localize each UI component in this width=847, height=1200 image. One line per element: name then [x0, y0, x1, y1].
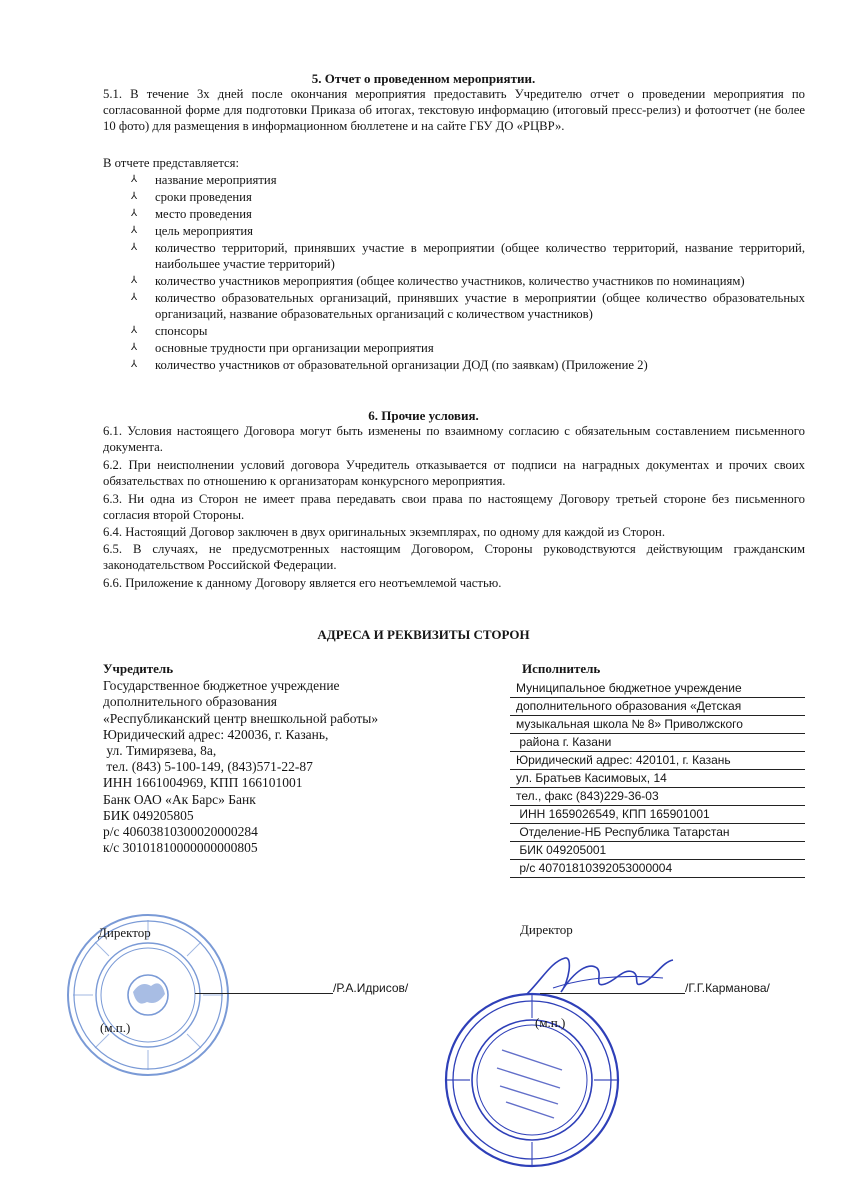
executor-details	[510, 661, 805, 878]
arrow-bullet-icon: ⅄	[131, 274, 138, 286]
section-5-paragraph-1: 5.1. В течение 3х дней после окончания мероприятия предоставить Учредителю отчет о проведении мероприятия по согласованной форме для подготовки Приказа об итогах, текстовую информацию (итоговый пресс-релиз) и фотоотчет (не более 10 фото) для размещения в информационном бюллетене и на сайте ГБУ ДО «РЦВР».	[103, 87, 805, 133]
founder-line: р/с 40603810300020000284	[103, 824, 258, 840]
section-6-heading: 6. Прочие условия.	[368, 408, 479, 423]
arrow-bullet-icon: ⅄	[131, 191, 138, 203]
founder-line: дополнительного образования	[103, 694, 277, 710]
list-item: ⅄ место проведения	[131, 207, 252, 222]
arrow-bullet-icon: ⅄	[131, 225, 138, 237]
section-6-paragraph-6: 6.6. Приложение к данному Договору является его неотъемлемой частью.	[103, 576, 502, 590]
section-6-paragraph-5: 6.5. В случаях, не предусмотренных настоящим Договором, Стороны руководствуются действующим гражданским законодательством Российской Федерации.	[103, 542, 805, 572]
executor-line: района г. Казани	[510, 734, 805, 752]
founder-line: тел. (843) 5-100-149, (843)571-22-87	[103, 759, 313, 775]
executor-handwritten-signature-icon	[513, 948, 693, 1008]
list-item: ⅄ сроки проведения	[131, 190, 252, 205]
executor-line: Юридический адрес: 420101, г. Казань	[510, 752, 805, 770]
section-5-heading: 5. Отчет о проведенном мероприятии.	[311, 71, 536, 86]
executor-director-label: Директор	[520, 922, 573, 937]
executor-line: ул. Братьев Касимовых, 14	[510, 770, 805, 788]
section-6-paragraph-3: 6.3. Ни одна из Сторон не имеет права передавать свои права по настоящему Договору третьей стороне без письменного согласия второй Стороны.	[103, 492, 805, 522]
founder-director-label: Директор	[98, 925, 151, 940]
section-6-paragraph-4: 6.4. Настоящий Договор заключен в двух оригинальных экземплярах, по одному для каждой из Сторон.	[103, 525, 666, 539]
founder-signature-line	[195, 993, 333, 994]
executor-line: дополнительного образования «Детская	[510, 698, 805, 716]
list-item: ⅄ количество участников мероприятия (общее количество участников, количество участников по номинациям)	[131, 273, 745, 288]
founder-line: ИНН 1661004969, КПП 166101001	[103, 775, 303, 791]
executor-line: ИНН 1659026549, КПП 165901001	[510, 806, 805, 824]
founder-title: Учредитель	[103, 661, 174, 676]
list-item: ⅄ количество участников от образовательной организации ДОД (по заявкам) (Приложение 2)	[131, 357, 648, 372]
list-item: ⅄ спонсоры	[131, 323, 208, 338]
founder-details	[103, 661, 378, 856]
arrow-bullet-icon: ⅄	[131, 208, 138, 220]
founder-stamp-mark: (м.п.)	[100, 1020, 131, 1035]
section-5-intro: В отчете представляется:	[103, 156, 240, 170]
report-items-list	[131, 173, 805, 375]
executor-line: Отделение-НБ Республика Татарстан	[510, 824, 805, 842]
arrow-bullet-icon: ⅄	[131, 341, 138, 353]
addresses-heading: АДРЕСА И РЕКВИЗИТЫ СТОРОН	[317, 627, 530, 642]
executor-line: Муниципальное бюджетное учреждение	[510, 680, 805, 698]
founder-line: Банк ОАО «Ак Барс» Банк	[103, 791, 256, 807]
executor-stamp-mark: (м.п.)	[535, 1015, 566, 1030]
list-item: ⅄ количество территорий, принявших участие в мероприятии (общее количество территорий, название территорий, наибольшее участие территорий)	[131, 241, 805, 271]
founder-line: «Республиканский центр внешкольной работы»	[103, 710, 379, 726]
list-item: ⅄ цель мероприятия	[131, 224, 253, 239]
executor-title: Исполнитель	[522, 661, 601, 676]
arrow-bullet-icon: ⅄	[131, 174, 138, 185]
founder-line: к/с 30101810000000000805	[103, 840, 258, 856]
executor-line: р/с 40701810392053000004	[510, 860, 805, 878]
executor-stamp-icon	[442, 990, 622, 1170]
arrow-bullet-icon: ⅄	[131, 324, 138, 336]
list-item: ⅄ название мероприятия	[131, 173, 277, 187]
executor-line: БИК 049205001	[510, 842, 805, 860]
arrow-bullet-icon: ⅄	[131, 358, 138, 370]
founder-line: БИК 049205805	[103, 807, 194, 823]
executor-director-name: /Г.Г.Карманова/	[685, 981, 770, 995]
list-item: ⅄ основные трудности при организации мероприятия	[131, 340, 434, 355]
founder-director-name: /Р.А.Идрисов/	[333, 981, 409, 995]
arrow-bullet-icon: ⅄	[131, 242, 138, 254]
arrow-bullet-icon: ⅄	[131, 292, 138, 304]
founder-line: Государственное бюджетное учреждение	[103, 678, 340, 694]
section-6-paragraph-1: 6.1. Условия настоящего Договора могут быть изменены по взаимному согласию с обязательным составлением письменного документа.	[103, 424, 805, 454]
founder-line: ул. Тимирязева, 8а,	[103, 743, 217, 759]
founder-line: Юридический адрес: 420036, г. Казань,	[103, 726, 329, 742]
section-6-paragraph-2: 6.2. При неисполнении условий договора Учредитель отказывается от подписи на наградных документах и прочих своих обязательствах по отношению к организаторам конкурсного мероприятия.	[103, 458, 805, 488]
list-item: ⅄ количество образовательных организаций, принявших участие в мероприятии (общее количество образовательных организаций, название образовательных организаций с количеством участников)	[131, 291, 805, 321]
executor-line: музыкальная школа № 8» Приволжского	[510, 716, 805, 734]
executor-line: тел., факс (843)229-36-03	[510, 788, 805, 806]
executor-signature-line	[540, 993, 685, 994]
